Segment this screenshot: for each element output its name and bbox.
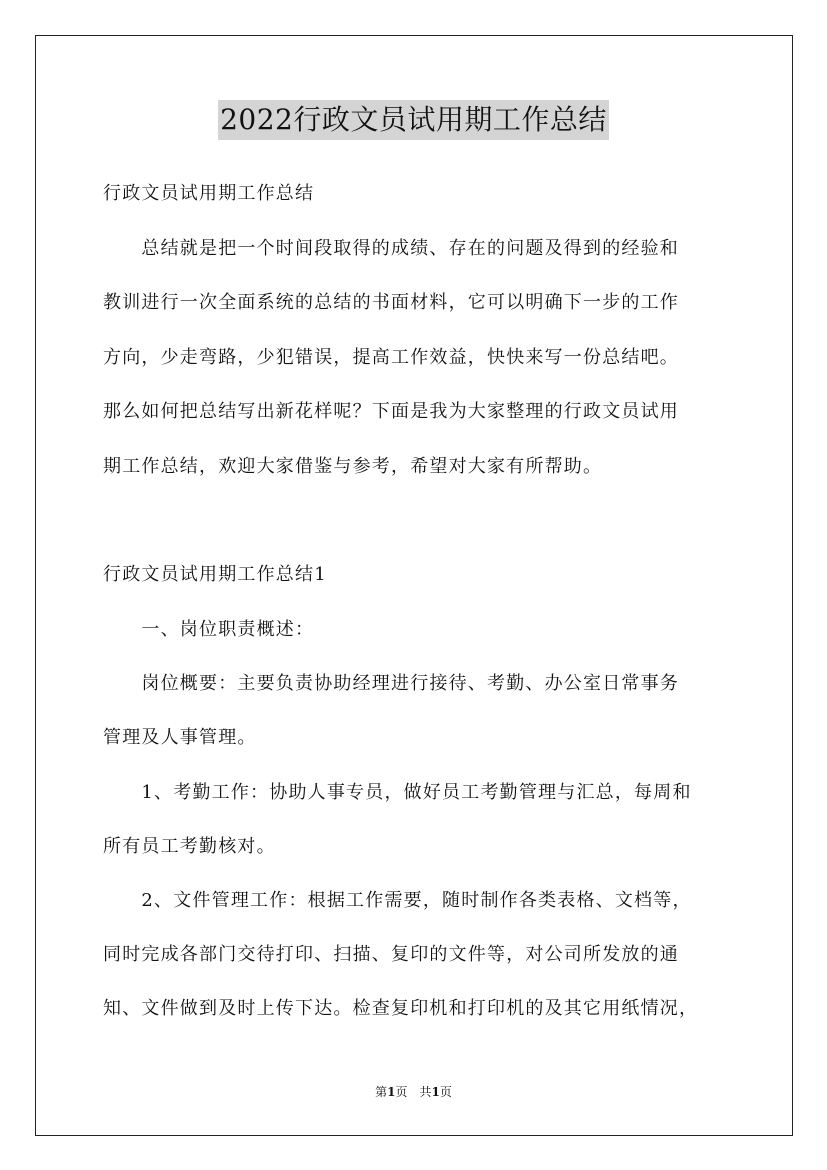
footer-suffix: 页 — [439, 1085, 452, 1099]
section-heading: 行政文员试用期工作总结 — [103, 183, 315, 204]
footer-prefix: 第 — [375, 1085, 388, 1099]
document-title-wrap — [0, 100, 827, 140]
paragraph-line: 管理及人事管理。 — [103, 727, 257, 748]
paragraph-line: 方向，少走弯路，少犯错误，提高工作效益，快快来写一份总结吧。 — [103, 347, 679, 368]
page-footer — [0, 1083, 827, 1100]
paragraph-line: 教训进行一次全面系统的总结的书面材料，它可以明确下一步的工作 — [103, 292, 679, 313]
footer-current-page: 1 — [387, 1085, 396, 1099]
paragraph-line: 同时完成各部门交待打印、扫描、复印的文件等，对公司所发放的通 — [103, 944, 679, 965]
footer-total-pages: 1 — [431, 1085, 440, 1099]
footer-mid: 页 共 — [395, 1085, 432, 1099]
paragraph-line: 1、考勤工作：协助人事专员，做好员工考勤管理与汇总，每周和 — [103, 782, 692, 803]
paragraph-line: 所有员工考勤核对。 — [103, 836, 276, 857]
document-title: 2022行政文员试用期工作总结 — [218, 100, 609, 140]
paragraph-line: 2、文件管理工作：根据工作需要，随时制作各类表格、文档等， — [103, 890, 692, 911]
section-heading: 行政文员试用期工作总结1 — [103, 564, 327, 585]
paragraph-line: 期工作总结，欢迎大家借鉴与参考，希望对大家有所帮助。 — [103, 456, 603, 477]
paragraph-line: 岗位概要：主要负责协助经理进行接待、考勤、办公室日常事务 — [103, 673, 679, 694]
paragraph-line: 总结就是把一个时间段取得的成绩、存在的问题及得到的经验和 — [103, 238, 679, 259]
paragraph-line: 一、岗位职责概述： — [103, 619, 315, 640]
paragraph-line: 知、文件做到及时上传下达。检查复印机和打印机的及其它用纸情况， — [103, 998, 699, 1019]
paragraph-line: 那么如何把总结写出新花样呢？下面是我为大家整理的行政文员试用 — [103, 401, 679, 422]
